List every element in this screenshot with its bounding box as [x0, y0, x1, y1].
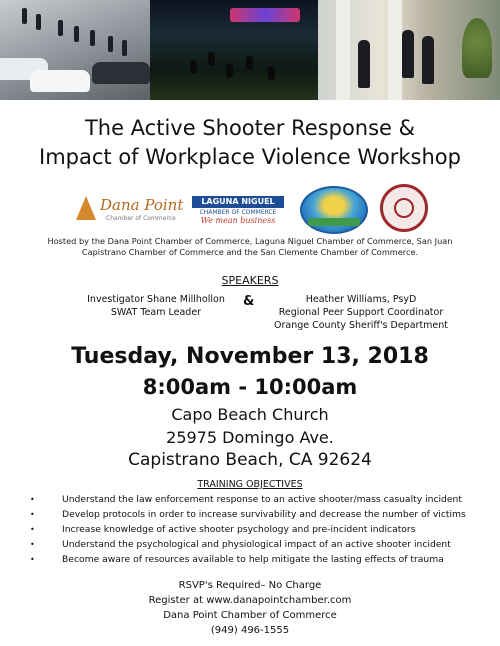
event-date: Tuesday, November 13, 2018 — [71, 344, 429, 369]
concert-scene-photo — [150, 0, 318, 100]
san-juan-capistrano-chamber-seal-icon — [380, 184, 428, 232]
speaker-separator: & — [243, 294, 255, 309]
bullet-icon: • — [30, 555, 35, 564]
phone-number[interactable]: (949) 496-1555 — [210, 625, 290, 636]
rsvp-footer — [0, 578, 500, 638]
list-item: • Understand the law enforcement response to an active shooter/mass casualty incident — [30, 494, 462, 505]
crowd-evacuation-photo — [0, 0, 150, 100]
training-objectives-heading: TRAINING OBJECTIVES — [197, 479, 303, 490]
workshop-title — [0, 114, 500, 172]
speaker-title: Regional Peer Support Coordinator — [278, 307, 444, 318]
bullet-icon: • — [30, 525, 35, 534]
list-item: • Develop protocols in order to increase survivability and decrease the number of victims — [30, 509, 466, 520]
officers-in-building-photo — [318, 0, 500, 100]
title-line-1: The Active Shooter Response & — [84, 116, 416, 140]
speaker-name: Heather Williams, PsyD — [305, 294, 417, 305]
bullet-icon: • — [30, 510, 35, 519]
speaker-heather-williams — [266, 293, 456, 332]
rsvp-note: RSVP's Required– No Charge — [178, 580, 322, 591]
bullet-icon: • — [30, 540, 35, 549]
list-item: • Understand the psychological and physiological impact of an active shooter incident — [30, 539, 451, 550]
photo-banner — [0, 0, 500, 100]
list-item: • Increase knowledge of active shooter psychology and pre-incident indicators — [30, 524, 416, 535]
event-venue: Capo Beach Church — [171, 405, 329, 424]
dana-point-chamber-logo: Dana Point Chamber of Commerce — [76, 196, 180, 226]
bullet-icon: • — [30, 495, 35, 504]
register-link[interactable]: Register at www.danapointchamber.com — [148, 595, 352, 606]
san-clemente-chamber-seal-icon — [300, 186, 368, 234]
speaker-shane-millhollon — [56, 293, 256, 319]
speakers-heading: SPEAKERS — [221, 274, 279, 287]
training-objectives-list — [30, 492, 490, 567]
speaker-org: Orange County Sheriff's Department — [273, 320, 449, 331]
sponsor-logos — [0, 184, 500, 234]
list-item: • Become aware of resources available to help mitigate the lasting effects of trauma — [30, 554, 444, 565]
hosted-by-text: Hosted by the Dana Point Chamber of Commerce, Laguna Niguel Chamber of Commerce, San Juan Capistrano Chamber of Commerce and the San Clemente Chamber of Commerce. — [47, 236, 453, 257]
title-line-2: Impact of Workplace Violence Workshop — [39, 145, 461, 169]
sailboat-icon — [76, 196, 96, 220]
speaker-title: SWAT Team Leader — [110, 307, 202, 318]
event-city: Capistrano Beach, CA 92624 — [128, 450, 372, 470]
laguna-niguel-chamber-logo: LAGUNA NIGUEL CHAMBER OF COMMERCE We mean business — [192, 196, 284, 226]
event-street-address: 25975 Domingo Ave. — [166, 428, 334, 447]
speaker-name: Investigator Shane Millhollon — [87, 294, 225, 305]
event-time: 8:00am - 10:00am — [142, 375, 358, 399]
organizer-name: Dana Point Chamber of Commerce — [163, 610, 337, 621]
